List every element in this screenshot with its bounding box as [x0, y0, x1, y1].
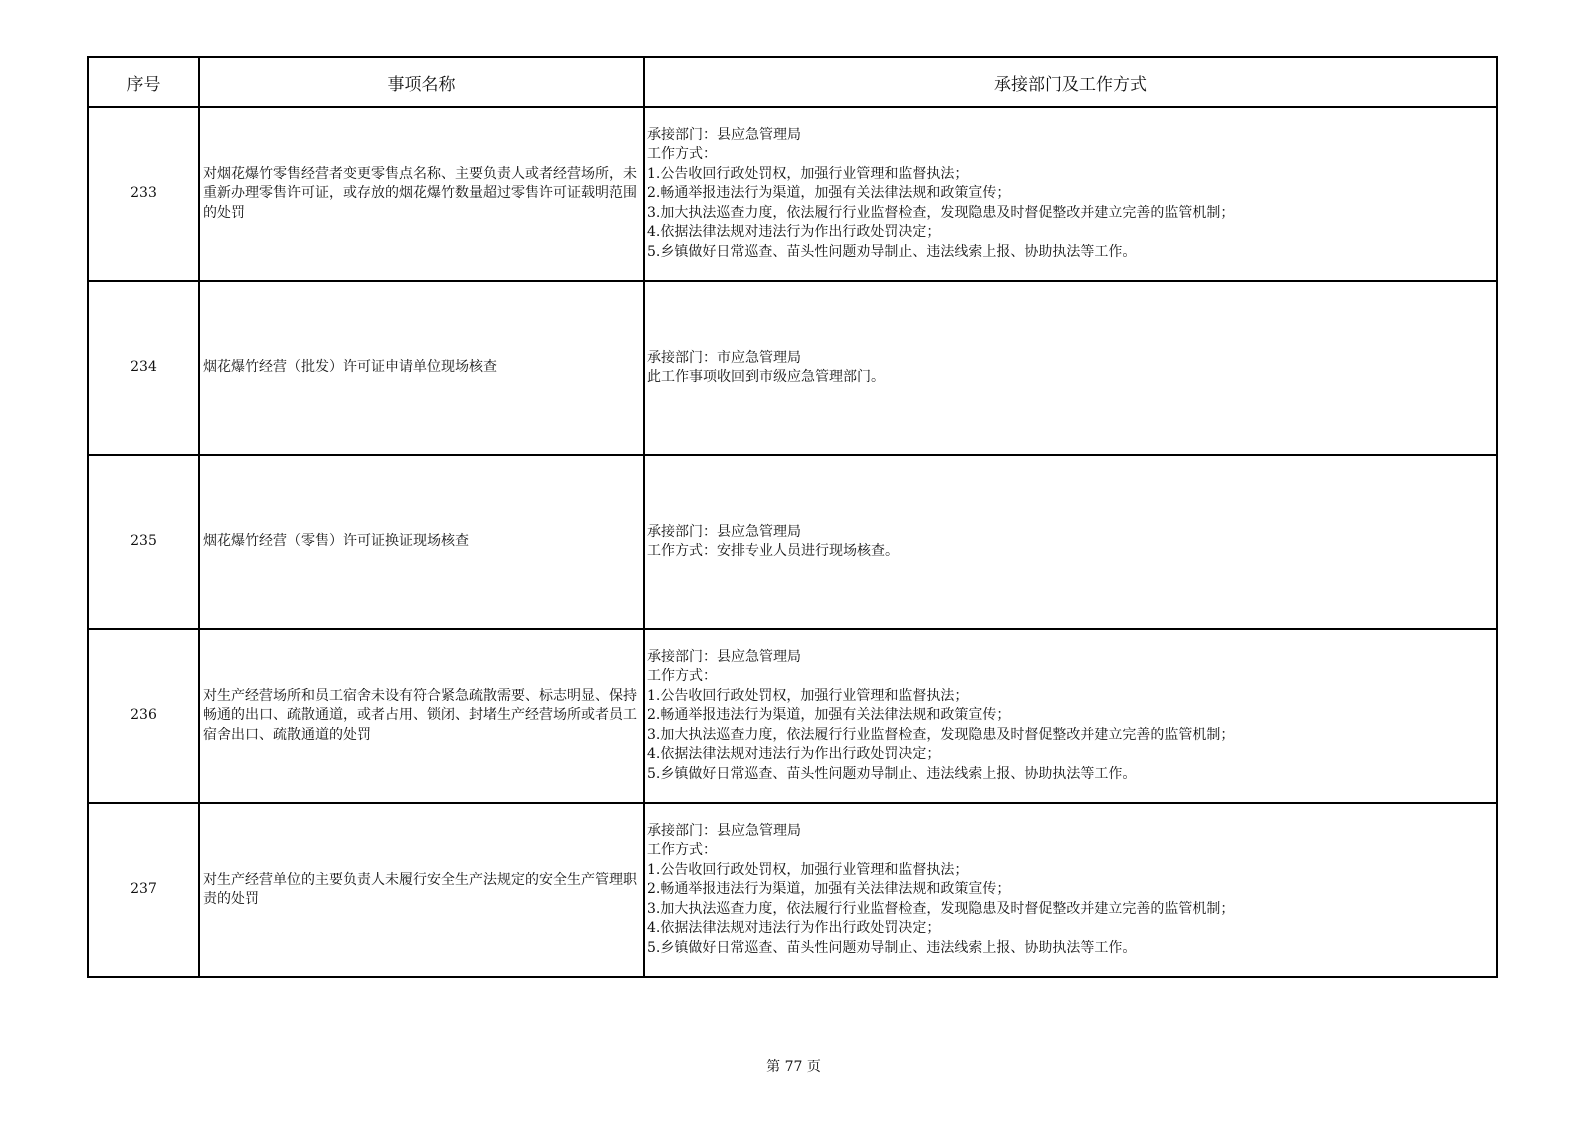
row-matter-name: 对生产经营单位的主要负责人未履行安全生产法规定的安全生产管理职责的处罚: [199, 803, 644, 977]
method-item-line: 1.公告收回行政处罚权，加强行业管理和监督执法；: [647, 687, 969, 704]
method-item-line: 2.畅通举报违法行为渠道，加强有关法律法规和政策宣传；: [647, 185, 1011, 202]
method-item-line: 3.加大执法巡查力度，依法履行行业监督检查，发现隐患及时督促整改并建立完善的监管机制；: [647, 726, 1235, 743]
method-item-line: 5.乡镇做好日常巡查、苗头性问题劝导制止、违法线索上报、协助执法等工作。: [647, 939, 1137, 956]
method-item-line: 4.依据法律法规对违法行为作出行政处罚决定；: [647, 224, 941, 241]
matters-table: [87, 56, 1498, 978]
row-serial-number: 236: [88, 629, 199, 803]
department-line: 承接部门：县应急管理局: [647, 523, 801, 540]
page-number: 第 77 页: [766, 1059, 821, 1075]
row-matter-name: 烟花爆竹经营（零售）许可证换证现场核查: [199, 455, 644, 629]
method-item-line: 5.乡镇做好日常巡查、苗头性问题劝导制止、违法线索上报、协助执法等工作。: [647, 243, 1137, 260]
row-matter-name: 烟花爆竹经营（批发）许可证申请单位现场核查: [199, 281, 644, 455]
row-serial-number: 233: [88, 107, 199, 281]
method-item-line: 1.公告收回行政处罚权，加强行业管理和监督执法；: [647, 861, 969, 878]
header-matter-name: 事项名称: [199, 57, 644, 107]
department-line: 承接部门：县应急管理局: [647, 648, 801, 665]
row-serial-number: 235: [88, 455, 199, 629]
method-item-line: 5.乡镇做好日常巡查、苗头性问题劝导制止、违法线索上报、协助执法等工作。: [647, 765, 1137, 782]
table-row: [88, 803, 1497, 977]
table-row: [88, 455, 1497, 629]
method-item-line: 1.公告收回行政处罚权，加强行业管理和监督执法；: [647, 165, 969, 182]
row-matter-name: 对生产经营场所和员工宿舍未设有符合紧急疏散需要、标志明显、保持畅通的出口、疏散通道，或者占用、锁闭、封堵生产经营场所或者员工宿舍出口、疏散通道的处罚: [199, 629, 644, 803]
header-serial-number: 序号: [88, 57, 199, 107]
row-department-and-method: [644, 803, 1497, 977]
table-row: [88, 629, 1497, 803]
row-department-and-method: [644, 281, 1497, 455]
row-matter-name: 对烟花爆竹零售经营者变更零售点名称、主要负责人或者经营场所，未重新办理零售许可证，或存放的烟花爆竹数量超过零售许可证载明范围的处罚: [199, 107, 644, 281]
method-label-line: 工作方式：: [647, 842, 717, 859]
row-department-and-method: [644, 455, 1497, 629]
row-department-and-method: [644, 629, 1497, 803]
department-line: 承接部门：县应急管理局: [647, 126, 801, 143]
department-line: 承接部门：市应急管理局: [647, 349, 801, 366]
header-department-and-method: 承接部门及工作方式: [644, 57, 1497, 107]
method-item-line: 2.畅通举报违法行为渠道，加强有关法律法规和政策宣传；: [647, 707, 1011, 724]
table-row: [88, 107, 1497, 281]
method-item-line: 4.依据法律法规对违法行为作出行政处罚决定；: [647, 920, 941, 937]
method-item-line: 2.畅通举报违法行为渠道，加强有关法律法规和政策宣传；: [647, 881, 1011, 898]
method-item-line: 3.加大执法巡查力度，依法履行行业监督检查，发现隐患及时督促整改并建立完善的监管机制；: [647, 900, 1235, 917]
method-item-line: 3.加大执法巡查力度，依法履行行业监督检查，发现隐患及时督促整改并建立完善的监管机制；: [647, 204, 1235, 221]
method-line: 工作方式：安排专业人员进行现场核查。: [647, 543, 899, 559]
row-serial-number: 234: [88, 281, 199, 455]
method-label-line: 工作方式：: [647, 668, 717, 685]
table-header-row: [88, 57, 1497, 107]
method-item-line: 4.依据法律法规对违法行为作出行政处罚决定；: [647, 746, 941, 763]
table-row: [88, 281, 1497, 455]
row-department-and-method: [644, 107, 1497, 281]
department-line: 承接部门：县应急管理局: [647, 822, 801, 839]
method-label-line: 工作方式：: [647, 146, 717, 163]
method-line: 此工作事项收回到市级应急管理部门。: [647, 369, 885, 385]
row-serial-number: 237: [88, 803, 199, 977]
